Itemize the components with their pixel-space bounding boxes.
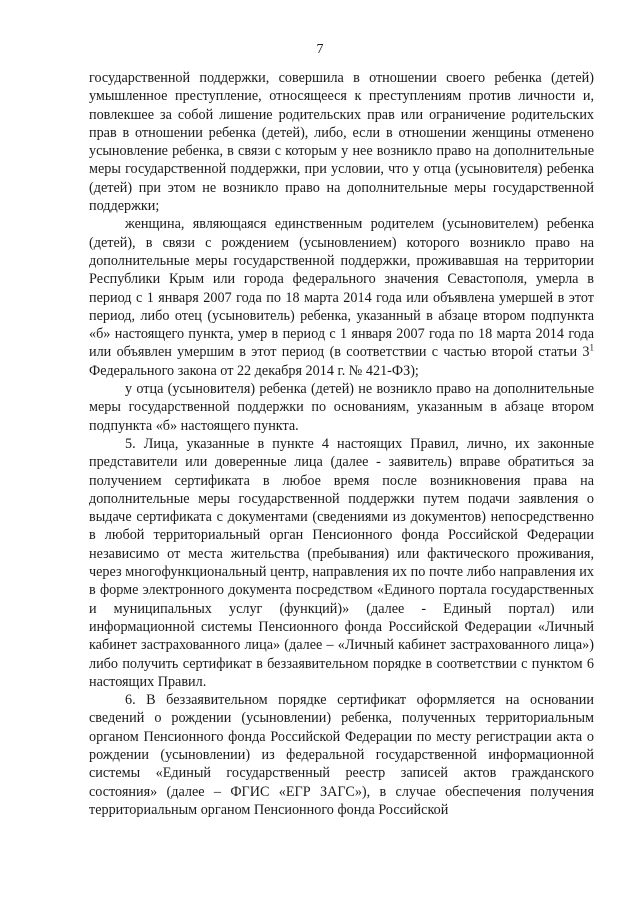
body-text xyxy=(89,69,594,819)
paragraph-single-parent xyxy=(89,215,594,380)
paragraph-item-6: 6. В беззаявительном порядке сертификат оформляется на основании сведений о рождении (усыновлении) ребенка, полученных территориальным органом Пенсионного фонда Российской Федерации по месту регистрации акта о рождении (усыновлении) из федеральной государственной информационной системы «Единый государственный реестр записей актов гражданского состояния» (далее – ФГИС «ЕГР ЗАГС»), в случае обеспечения получения территориальным органом Пенсионного фонда Российской xyxy=(89,692,594,818)
article-superscript: 1 xyxy=(589,342,594,353)
paragraph-item-5: 5. Лица, указанные в пункте 4 настоящих Правил, лично, их законные представители или доверенные лица (далее - заявитель) вправе обратиться за получением сертификата в любое время после возникновения права на дополнительные меры государственной поддержки путем подачи заявления о выдаче сертификата с документами (сведениями из документов) непосредственно в любой территориальный орган Пенсионного фонда Российской Федерации независимо от места жительства (пребывания) или фактического проживания, через многофункциональный центр, направления их по почте либо направления их в форме электронного документа посредством «Единого портала государственных и муниципальных услуг (функций)» (далее - Единый портал) или информационной системы Пенсионного фонда Российской Федерации «Личный кабинет застрахованного лица» (далее – «Личный кабинет застрахованного лица») либо получить сертификат в беззаявительном порядке в соответствии с пунктом 6 настоящих Правил. xyxy=(89,435,594,690)
paragraph-continuation: государственной поддержки, совершила в отношении своего ребенка (детей) умышленное преступление, относящееся к преступлениям против личности и, повлекшее за собой лишение родительских прав или ограничение родительских прав в отношении ребенка (детей), либо, если в отношении женщины отменено усыновление ребенка, в связи с которым у нее возникло право на дополнительные меры государственной поддержки, при условии, что у отца (усыновителя) ребенка (детей) при этом не возникло право на дополнительные меры государственной поддержки; xyxy=(89,70,594,215)
paragraph-father-no-right: у отца (усыновителя) ребенка (детей) не возникло право на дополнительные меры государственной поддержки по основаниям, указанным в абзаце втором подпункта «б» настоящего пункта. xyxy=(89,381,594,434)
paragraph-text: женщина, являющаяся единственным родителем (усыновителем) ребенка (детей), в связи с рождением (усыновлением) которого возникло право на дополнительные меры государственной поддержки, проживавшая на территории Республики Крым или города федерального значения Севастополя, умерла в период с 1 января 2007 года по 18 марта 2014 года или объявлена умершей в этот период, либо отец (усыновитель) ребенка, указанный в абзаце втором подпункта «б» настоящего пункта, умер в период с 1 января 2007 года по 18 марта 2014 года или объявлен умершим в этот период (в соответствии с частью второй статьи 3 xyxy=(89,216,594,361)
paragraph-text: Федерального закона от 22 декабря 2014 г. № 421-ФЗ); xyxy=(89,362,419,379)
page-number: 7 xyxy=(316,42,324,57)
